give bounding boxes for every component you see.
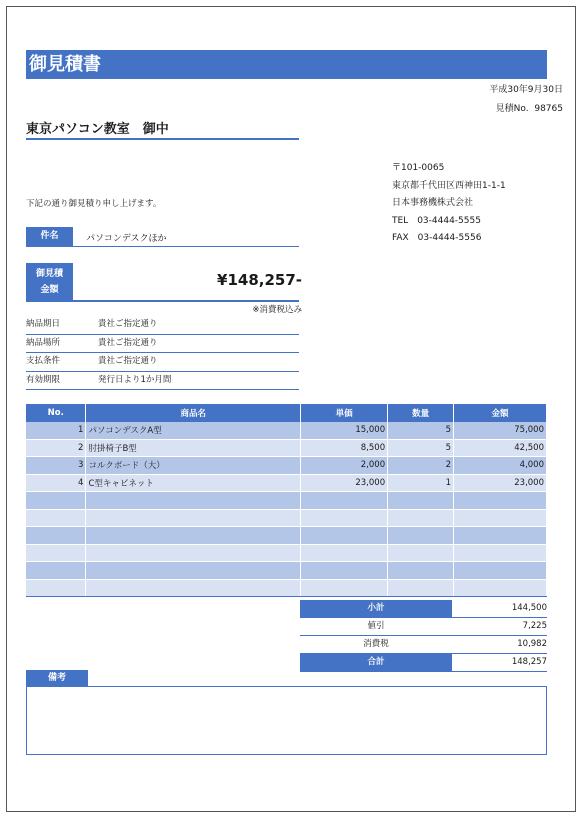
document-title: 御見積書: [29, 54, 101, 75]
sender-fax: FAX 03-4444-5556: [392, 233, 482, 243]
row-amount: 4,000: [454, 457, 547, 475]
row-unit-price: 8,500: [301, 439, 388, 457]
table-row: [26, 527, 547, 545]
table-row: [26, 579, 547, 597]
tax-note: ※消費税込み: [252, 305, 302, 315]
row-unit-price: 15,000: [301, 422, 388, 439]
row-no: [26, 579, 86, 597]
row-amount: [454, 509, 547, 527]
row-product: [86, 544, 301, 562]
intro-text: 下記の通り御見積り申し上げます。: [26, 199, 162, 209]
table-row: [26, 509, 547, 527]
summary-label: 消費税: [363, 639, 389, 649]
row-no: [26, 544, 86, 562]
row-no: [26, 509, 86, 527]
row-quantity: [388, 509, 454, 527]
summary-row-total: [300, 654, 547, 672]
row-unit-price: 2,000: [301, 457, 388, 475]
term-value: 発行日より1か月間: [98, 374, 172, 385]
row-amount: [454, 544, 547, 562]
total-amount: ¥148,257-: [217, 271, 302, 289]
sender-block: [392, 160, 506, 248]
summary-label: 合計: [300, 654, 452, 671]
issue-date: 平成30年9月30日: [489, 85, 563, 95]
row-unit-price: [301, 579, 388, 597]
term-value: 貴社ご指定通り: [98, 356, 158, 366]
row-product: C型キャビネット: [86, 474, 301, 492]
row-quantity: 2: [388, 457, 454, 475]
terms-list: [26, 316, 299, 390]
total-label-line2: 金額: [40, 285, 59, 295]
row-unit-price: [301, 509, 388, 527]
header-no: No.: [26, 404, 86, 422]
term-key: 有効期限: [26, 374, 61, 385]
total-label: [26, 263, 73, 301]
table-row: [26, 544, 547, 562]
table-row: [26, 562, 547, 580]
row-no: [26, 492, 86, 510]
estimate-number-label: 見積No.: [495, 104, 529, 114]
row-no: 2: [26, 439, 86, 457]
term-key: 支払条件: [26, 356, 61, 366]
row-unit-price: [301, 562, 388, 580]
table-row: [26, 457, 547, 475]
header-product: 商品名: [86, 404, 301, 422]
term-row: [26, 316, 299, 335]
table-row: [26, 474, 547, 492]
table-header-row: [26, 404, 547, 422]
row-quantity: [388, 492, 454, 510]
row-no: 1: [26, 422, 86, 439]
row-amount: 75,000: [454, 422, 547, 439]
row-product: コルクボード（大）: [86, 457, 301, 475]
row-amount: [454, 579, 547, 597]
row-quantity: [388, 544, 454, 562]
remarks-box: [26, 686, 547, 755]
summary-label: 値引: [367, 621, 385, 631]
row-quantity: [388, 562, 454, 580]
summary-row-subtotal: [300, 600, 547, 618]
row-product: パソコンデスクA型: [86, 422, 301, 439]
row-product: [86, 527, 301, 545]
row-amount: 23,000: [454, 474, 547, 492]
header-unit-price: 単価: [301, 404, 388, 422]
summary-value: 10,982: [517, 639, 547, 649]
term-value: 貴社ご指定通り: [98, 337, 158, 348]
row-unit-price: 23,000: [301, 474, 388, 492]
row-amount: [454, 527, 547, 545]
total-underline: [26, 300, 299, 302]
estimate-number-value: 98765: [534, 104, 563, 114]
table-row: [26, 439, 547, 457]
row-quantity: 1: [388, 474, 454, 492]
subject-value: パソコンデスクほか: [86, 234, 167, 244]
remarks-label: 備考: [26, 670, 88, 686]
row-product: [86, 509, 301, 527]
term-row: [26, 372, 299, 391]
summary-value: 144,500: [511, 603, 547, 613]
total-label-line1: 御見積: [35, 269, 63, 279]
row-no: [26, 527, 86, 545]
subject-label: 件名: [26, 227, 73, 246]
term-value: 貴社ご指定通り: [98, 319, 158, 329]
term-key: 納品期日: [26, 319, 61, 329]
estimate-number: [496, 101, 563, 114]
table-row: [26, 492, 547, 510]
row-no: [26, 562, 86, 580]
header-amount: 金額: [454, 404, 547, 422]
row-product: 肘掛椅子B型: [86, 439, 301, 457]
row-quantity: [388, 527, 454, 545]
row-amount: 42,500: [454, 439, 547, 457]
row-amount: [454, 492, 547, 510]
row-unit-price: [301, 544, 388, 562]
summary-value: 7,225: [522, 621, 547, 631]
term-row: [26, 353, 299, 372]
header-quantity: 数量: [388, 404, 454, 422]
term-key: 納品場所: [26, 337, 61, 348]
summary-label: 小計: [300, 600, 452, 617]
row-quantity: 5: [388, 439, 454, 457]
row-unit-price: [301, 492, 388, 510]
subject-underline: [26, 246, 299, 247]
term-row: [26, 335, 299, 354]
table-body: [26, 422, 547, 597]
customer-name: 東京パソコン教室 御中: [26, 118, 299, 140]
summary-row-tax: [300, 636, 547, 654]
title-bar: [26, 50, 547, 79]
row-unit-price: [301, 527, 388, 545]
sender-address: 東京都千代田区西神田1-1-1: [392, 180, 506, 191]
sender-postal: 〒101-0065: [392, 163, 445, 173]
row-no: 4: [26, 474, 86, 492]
summary-value: 148,257: [511, 657, 547, 667]
sender-company: 日本事務機株式会社: [392, 198, 474, 208]
sender-tel: TEL 03-4444-5555: [392, 215, 481, 226]
row-quantity: 5: [388, 422, 454, 439]
row-amount: [454, 562, 547, 580]
row-product: [86, 562, 301, 580]
row-quantity: [388, 579, 454, 597]
summary-block: [300, 600, 547, 672]
row-product: [86, 492, 301, 510]
table-row: [26, 422, 547, 439]
items-table: [26, 404, 547, 597]
row-product: [86, 579, 301, 597]
summary-row-discount: [300, 618, 547, 636]
row-no: 3: [26, 457, 86, 475]
